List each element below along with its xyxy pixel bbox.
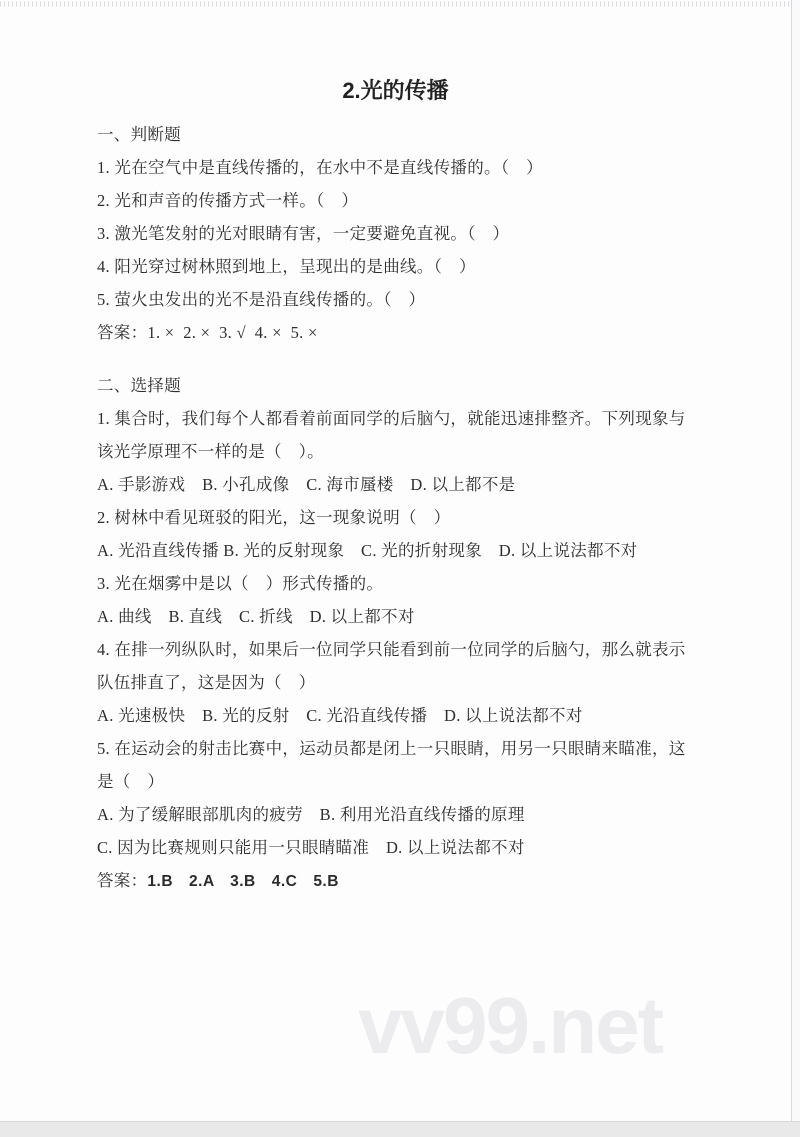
choice-question-3-options: A. 曲线 B. 直线 C. 折线 D. 以上都不对 xyxy=(97,607,415,626)
choice-question-1-options: A. 手影游戏 B. 小孔成像 C. 海市蜃楼 D. 以上都不是 xyxy=(97,475,516,494)
judge-question-2: 2. 光和声音的传播方式一样。（ ） xyxy=(97,191,359,210)
choice-question-5-options-cd: C. 因为比赛规则只能用一只眼睛瞄准 D. 以上说法都不对 xyxy=(97,838,525,857)
choice-question-4-line-1: 4. 在排一列纵队时，如果后一位同学只能看到前一位同学的后脑勺，那么就表示 xyxy=(97,640,686,659)
section-2-answer-line xyxy=(0,864,791,898)
choice-question-1-line-2: 该光学原理不一样的是（ ）。 xyxy=(97,442,324,461)
choice-question-1-line-1: 1. 集合时，我们每个人都看着前面同学的后脑勺，就能迅速排整齐。下列现象与 xyxy=(97,409,686,428)
judge-question-4: 4. 阳光穿过树林照到地上，呈现出的是曲线。（ ） xyxy=(97,257,476,276)
choice-question-5-line-1: 5. 在运动会的射击比赛中，运动员都是闭上一只眼睛，用另一只眼睛来瞄准，这 xyxy=(97,739,686,758)
section-1-heading: 一、判断题 xyxy=(97,125,181,144)
section-2-heading: 二、选择题 xyxy=(97,376,181,395)
choice-question-3: 3. 光在烟雾中是以（ ）形式传播的。 xyxy=(97,574,384,593)
page-title: 2.光的传播 xyxy=(342,78,449,103)
judge-question-1: 1. 光在空气中是直线传播的，在水中不是直线传播的。（ ） xyxy=(97,158,543,177)
judge-question-3: 3. 激光笔发射的光对眼睛有害，一定要避免直视。（ ） xyxy=(97,224,510,243)
watermark-text: vv99.net xyxy=(358,981,663,1070)
choice-question-2: 2. 树林中看见斑驳的阳光，这一现象说明（ ） xyxy=(97,508,451,527)
judge-question-5: 5. 萤火虫发出的光不是沿直线传播的。（ ） xyxy=(97,290,426,309)
choice-question-2-options: A. 光沿直线传播 B. 光的反射现象 C. 光的折射现象 D. 以上说法都不对 xyxy=(97,541,638,560)
perforation-edge xyxy=(0,1,791,7)
section-1-answer-label: 答案： xyxy=(97,323,148,342)
section-2-answer-values: 1.B 2.A 3.B 4.C 5.B xyxy=(147,873,339,890)
choice-question-5-options-ab: A. 为了缓解眼部肌肉的疲劳 B. 利用光沿直线传播的原理 xyxy=(97,805,525,824)
page-bottom-edge xyxy=(0,1121,800,1137)
choice-question-5-line-2: 是（ ） xyxy=(97,772,165,791)
section-1-answer-line xyxy=(0,316,791,349)
choice-question-4-options: A. 光速极快 B. 光的反射 C. 光沿直线传播 D. 以上说法都不对 xyxy=(97,706,583,725)
choice-question-4-line-2: 队伍排直了，这是因为（ ） xyxy=(97,673,316,692)
section-2-answer-label: 答案： xyxy=(97,871,148,890)
section-1-answer-values: 1. × 2. × 3. √ 4. × 5. × xyxy=(147,323,318,342)
